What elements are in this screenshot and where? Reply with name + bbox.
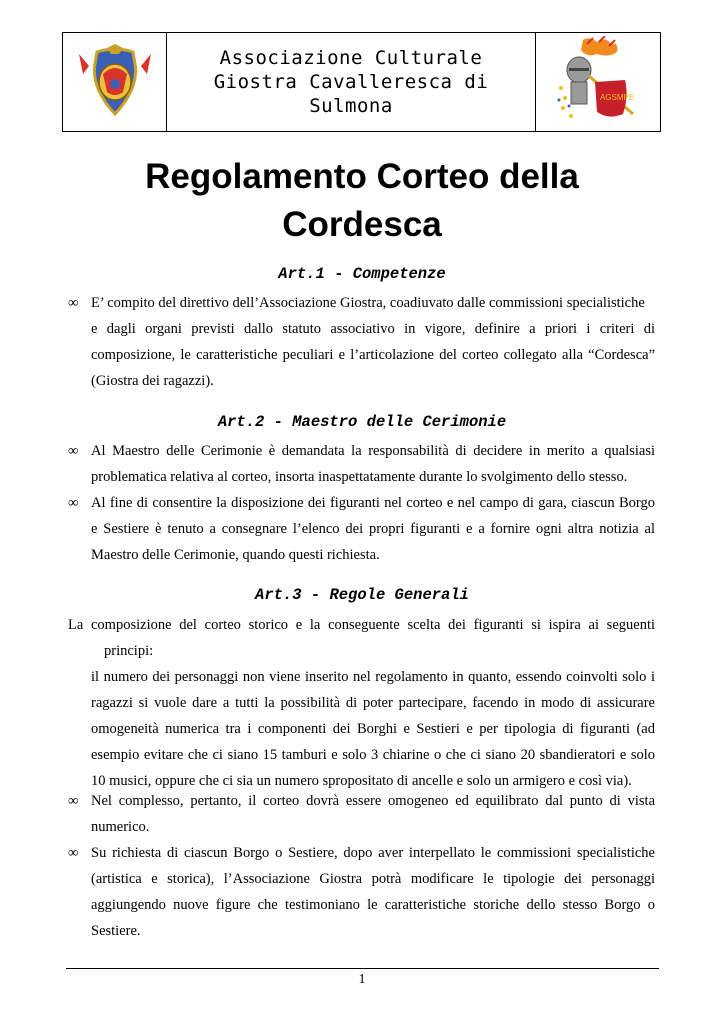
art3-intro: [68, 612, 655, 664]
bullet-symbol: ∞: [68, 295, 79, 311]
text-line: ragazzi si vuole dare a tutti la possibilità di poter partecipare, facendo in modo di assicurare: [91, 695, 655, 711]
header-title-line3: Sulmona: [309, 95, 393, 117]
text-line: il numero dei personaggi non viene inserito nel regolamento in quanto, essendo coinvolti solo i: [91, 669, 655, 685]
art3-paragraph-1: [91, 788, 655, 840]
art1-heading: Art.1 - Competenze: [278, 265, 446, 283]
text-line: Al Maestro delle Cerimonie è demandata la responsabilità di decidere in merito a qualsiasi: [91, 443, 655, 459]
text-line: (Giostra dei ragazzi).: [91, 373, 214, 389]
bullet-symbol: ∞: [68, 495, 79, 511]
footer-divider: [66, 968, 659, 969]
header-title-line2: Giostra Cavalleresca di: [213, 71, 489, 93]
header-title: [167, 33, 535, 131]
knight-banner-logo-icon: [553, 36, 643, 128]
text-line: esempio evitare che ci siano 15 tamburi e solo 3 chiarine o che ci siano 20 sbandieratori e solo: [91, 747, 655, 763]
crest-logo-icon: [77, 44, 153, 120]
text-line: E’ compito del direttivo dell’Associazione Giostra, coadiuvato dalle commissioni specialistiche: [91, 295, 645, 311]
bullet-symbol: ∞: [68, 793, 79, 809]
text-line: La composizione del corteo storico e la conseguente scelta dei figuranti si ispira ai seguenti: [68, 617, 655, 633]
document-title: [62, 153, 662, 249]
text-line: (artistica e storica), l’Associazione Giostra potrà modificare le tipologie dei personaggi: [91, 871, 655, 887]
text-line: aggiungendo nuove figure che testimoniano le caratteristiche storiche dello stesso Borgo o: [91, 897, 655, 913]
text-line: Sestiere.: [91, 923, 141, 939]
text-line: omogeneità numerica tra i componenti dei Borghi e Sestieri e per tipologia di figuranti (ad: [91, 721, 655, 737]
left-logo-cell: [63, 33, 167, 131]
text-line: Al fine di consentire la disposizione dei figuranti nel corteo e nel campo di gara, ciascun Borgo: [91, 495, 655, 511]
text-line: numerico.: [91, 819, 150, 835]
text-line: e Sestiere è tenuto a consegnare l’elenco dei propri figuranti e a fornire ogni altra notizia al: [91, 521, 655, 537]
art2-paragraph-2: [91, 490, 655, 568]
text-line: problematica relativa al corteo, insorta inaspettatamente durante lo svolgimento dello stesso.: [91, 469, 628, 485]
text-line: Maestro delle Cerimonie, quando questi richiesta.: [91, 547, 380, 563]
header-title-line1: Associazione Culturale: [219, 47, 483, 69]
text-line: composizione, le caratteristiche peculiari e l’articolazione del corteo collegato alla “Cordesca”: [91, 347, 655, 363]
art3-paragraph-2: [91, 840, 655, 944]
text-line: e dagli organi previsti dallo statuto associativo in vigore, definire a priori i criteri di: [91, 321, 655, 337]
text-line: 10 musici, oppure che ci sia un numero spropositato di ancelle e solo un armigero e così via).: [91, 773, 632, 789]
art3-principles: [91, 664, 655, 794]
art1-paragraph-l2: [91, 316, 655, 394]
right-logo-banner-text: AGSMPE: [600, 93, 635, 102]
art1-paragraph: [91, 290, 655, 316]
text-line: Nel complesso, pertanto, il corteo dovrà essere omogeneo ed equilibrato dal punto di vista: [91, 793, 655, 809]
text-line: principi:: [104, 643, 154, 659]
text-line: Su richiesta di ciascun Borgo o Sestiere, dopo aver interpellato le commissioni specialistiche: [91, 845, 655, 861]
document-title-line2: Cordesca: [282, 205, 442, 244]
document-title-line1: Regolamento Corteo della: [145, 157, 579, 196]
art3-heading: Art.3 - Regole Generali: [255, 586, 469, 604]
art2-paragraph-1: [91, 438, 655, 490]
page-number: 1: [358, 972, 366, 987]
right-logo-cell: [535, 33, 660, 131]
art2-heading: Art.2 - Maestro delle Cerimonie: [217, 413, 507, 431]
bullet-symbol: ∞: [68, 845, 79, 861]
document-header: [62, 32, 661, 132]
bullet-symbol: ∞: [68, 443, 79, 459]
